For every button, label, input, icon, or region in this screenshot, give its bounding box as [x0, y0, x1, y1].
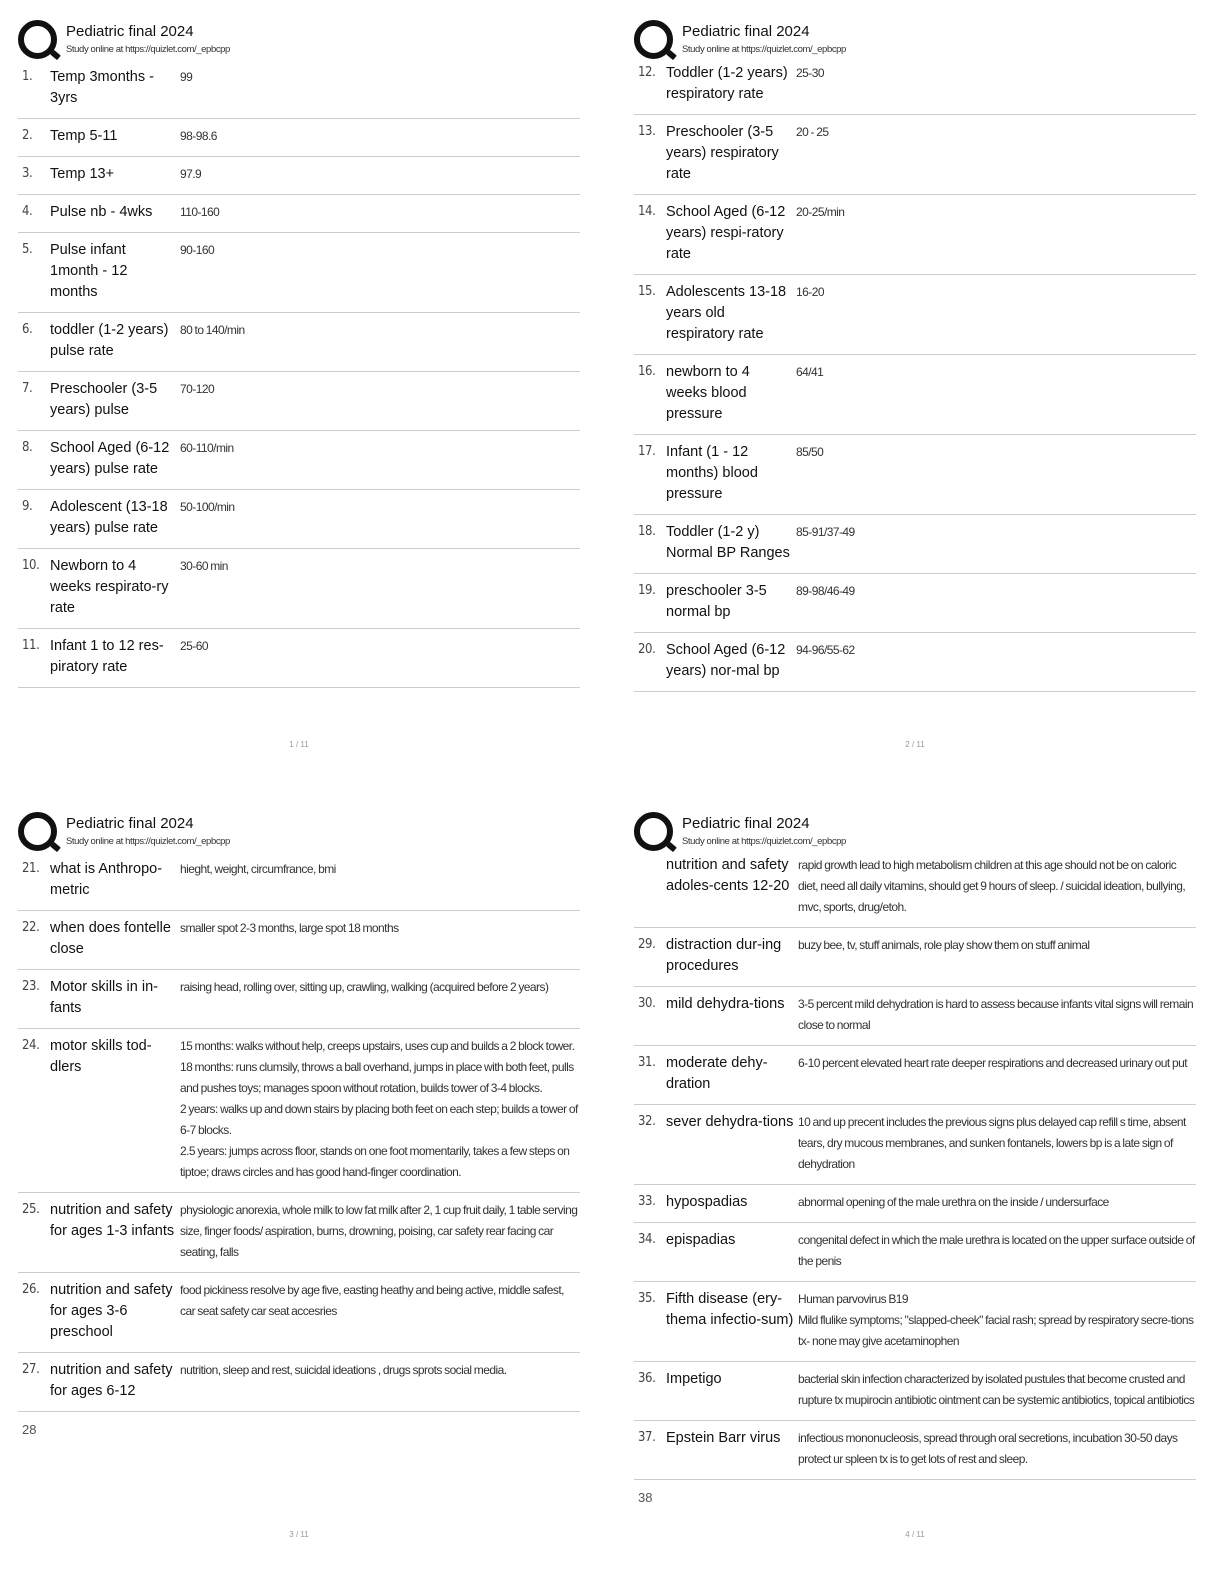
study-link[interactable]: Study online at https://quizlet.com/_epbcpp [66, 44, 230, 55]
page-number: 2 / 11 [905, 740, 925, 749]
card-definition [180, 497, 580, 518]
flashcard-row [634, 927, 1196, 986]
card-definition [798, 1289, 1196, 1352]
page-header [18, 810, 580, 852]
card-number: 26. [22, 1282, 40, 1297]
doc-title: Pediatric final 2024 [682, 23, 810, 40]
card-definition [798, 1230, 1196, 1272]
card-definition [180, 918, 580, 939]
page-number: 4 / 11 [905, 1530, 925, 1539]
card-number: 7. [22, 381, 33, 396]
card-number: 31. [638, 1055, 656, 1070]
card-number: 8. [22, 440, 33, 455]
definition-line: raising head, rolling over, sitting up, crawling, walking (acquired before 2 years) [180, 980, 549, 994]
trailing-number: 38 [638, 1490, 653, 1505]
page-header [634, 18, 1196, 60]
card-definition [798, 1112, 1196, 1175]
card-number: 10. [22, 558, 40, 573]
card-definition [180, 164, 580, 185]
definition-line: 70-120 [180, 382, 215, 396]
card-term: nutrition and safety adoles-cents 12-20 [666, 857, 790, 894]
card-definition [798, 1053, 1196, 1074]
card-number: 21. [22, 861, 40, 876]
flashcard-row [18, 156, 580, 194]
definition-line: bacterial skin infection characterized by isolated pustules that become crusted and rupture tx mupirocin antibiotic ointment can be systemic antibiotics, topical antibiotics [798, 1372, 1195, 1407]
trailing-number: 28 [22, 1422, 37, 1437]
card-number: 3. [22, 166, 33, 181]
flashcard-row [634, 1420, 1196, 1479]
definition-line: smaller spot 2-3 months, large spot 18 months [180, 921, 399, 935]
definition-line: abnormal opening of the male urethra on the inside / undersurface [798, 1195, 1109, 1209]
card-definition [798, 935, 1196, 956]
doc-title: Pediatric final 2024 [66, 23, 194, 40]
quizlet-logo-icon [634, 812, 673, 851]
card-definition [180, 977, 580, 998]
definition-line: physiologic anorexia, whole milk to low fat milk after 2, 1 cup fruit daily, 1 table serving size, finger foods/ aspiration, burns, drowning, poising, car safety rear facing car seating, falls [180, 1203, 578, 1259]
definition-line: 50-100/min [180, 500, 235, 514]
page-4 [634, 810, 1196, 1539]
flashcard-row [634, 194, 1196, 274]
page-number: 1 / 11 [289, 740, 309, 749]
flashcard-row [634, 986, 1196, 1045]
card-number: 19. [638, 583, 656, 598]
card-definition [798, 1369, 1196, 1411]
card-term: Pulse nb - 4wks [50, 204, 153, 220]
card-definition [798, 1428, 1196, 1470]
definition-line: 97.9 [180, 167, 202, 181]
flashcard-row [634, 632, 1196, 691]
definition-line: Mild flulike symptoms; "slapped-cheek" facial rash; spread by respiratory secre-tions tx- none may give acetaminophen [798, 1313, 1194, 1348]
definition-line: 15 months: walks without help, creeps upstairs, uses cup and builds a 2 block tower. [180, 1039, 575, 1053]
definition-line: 20 - 25 [796, 125, 829, 139]
card-definition [180, 202, 580, 223]
card-number: 12. [638, 65, 656, 80]
flashcard-row [18, 969, 580, 1028]
card-number: 6. [22, 322, 33, 337]
definition-line: 3-5 percent mild dehydration is hard to assess because infants vital signs will remain close to normal [798, 997, 1194, 1032]
card-list [634, 848, 1196, 1480]
definition-line: nutrition, sleep and rest, suicidal ideations , drugs sprots social media. [180, 1363, 507, 1377]
flashcard-row [634, 274, 1196, 354]
study-link[interactable]: Study online at https://quizlet.com/_epbcpp [682, 836, 846, 847]
card-term: when does fontelle close [50, 920, 171, 957]
definition-line: 85/50 [796, 445, 824, 459]
card-term: mild dehydra-tions [666, 996, 785, 1012]
definition-line: buzy bee, tv, stuff animals, role play show them on stuff animal [798, 938, 1090, 952]
card-definition [796, 122, 1196, 143]
card-term: what is Anthropo-metric [50, 861, 163, 898]
flashcard-row [634, 1222, 1196, 1281]
definition-line: hieght, weight, circumfrance, bmi [180, 862, 336, 876]
definition-line: 20-25/min [796, 205, 845, 219]
card-definition [180, 636, 580, 657]
flashcard-row [634, 114, 1196, 194]
card-term: Preschooler (3-5 years) pulse [50, 381, 158, 418]
definition-line: 98-98.6 [180, 129, 217, 143]
card-number: 4. [22, 204, 33, 219]
flashcard-row [18, 1352, 580, 1411]
card-term: Toddler (1-2 years) respiratory rate [666, 65, 788, 102]
card-list [18, 60, 580, 688]
flashcard-row [18, 232, 580, 312]
quizlet-logo-icon [18, 20, 57, 59]
card-number: 11. [22, 638, 40, 653]
card-definition [180, 1036, 580, 1183]
card-number: 34. [638, 1232, 656, 1247]
card-number: 32. [638, 1114, 656, 1129]
card-term: toddler (1-2 years) pulse rate [50, 322, 169, 359]
card-number: 1. [22, 69, 33, 84]
quizlet-logo-icon [18, 812, 57, 851]
card-term: School Aged (6-12 years) nor-mal bp [666, 642, 786, 679]
definition-line: 2.5 years: jumps across floor, stands on one foot momentarily, takes a few steps on tiptoe; draws circles and has good hand-finger coordination. [180, 1144, 570, 1179]
card-number: 14. [638, 204, 656, 219]
definition-line: 25-30 [796, 66, 824, 80]
card-definition [796, 282, 1196, 303]
card-number: 23. [22, 979, 40, 994]
trailing-number [18, 688, 580, 698]
definition-line: infectious mononucleosis, spread through oral secretions, incubation 30-50 days protect ur spleen tx is to get lots of rest and sleep. [798, 1431, 1178, 1466]
card-term: Temp 5-11 [50, 128, 118, 144]
flashcard-row [18, 194, 580, 232]
card-definition [180, 67, 580, 88]
definition-line: 16-20 [796, 285, 824, 299]
flashcard-row [634, 514, 1196, 573]
card-term: Toddler (1-2 y) Normal BP Ranges [666, 524, 790, 561]
card-definition [798, 855, 1196, 918]
card-number: 16. [638, 364, 656, 379]
card-term: nutrition and safety for ages 3-6 preschool [50, 1282, 173, 1340]
card-definition [180, 556, 580, 577]
card-number: 36. [638, 1371, 656, 1386]
card-term: preschooler 3-5 normal bp [666, 583, 767, 620]
doc-title: Pediatric final 2024 [682, 815, 810, 832]
card-definition [796, 442, 1196, 463]
card-number: 18. [638, 524, 656, 539]
card-number: 29. [638, 937, 656, 952]
page-header [634, 810, 1196, 852]
definition-line: 89-98/46-49 [796, 584, 855, 598]
definition-line: 18 months: runs clumsily, throws a ball overhand, jumps in place with both feet, pulls and pushes toys; manages spoon without rotation, builds tower of 3-4 blocks. [180, 1060, 574, 1095]
card-term: motor skills tod-dlers [50, 1038, 152, 1075]
card-number: 2. [22, 128, 33, 143]
definition-line: 94-96/55-62 [796, 643, 855, 657]
flashcard-row [18, 628, 580, 687]
flashcard-row [18, 1272, 580, 1352]
card-term: distraction dur-ing procedures [666, 937, 782, 974]
card-term: Fifth disease (ery-thema infectio-sum) [666, 1291, 794, 1328]
definition-line: 90-160 [180, 243, 215, 257]
card-definition [180, 126, 580, 147]
card-definition [796, 522, 1196, 543]
definition-line: 80 to 140/min [180, 323, 245, 337]
flashcard-row [634, 848, 1196, 927]
card-number: 9. [22, 499, 33, 514]
definition-line: 10 and up precent includes the previous signs plus delayed cap refill s time, absent tears, dry mucous membranes, and sunken fontanels, lowers bp is a late sign of dehydration [798, 1115, 1186, 1171]
card-number: 22. [22, 920, 40, 935]
page-1 [18, 18, 580, 749]
definition-line: 6-10 percent elevated heart rate deeper respirations and decreased urinary out put [798, 1056, 1188, 1070]
flashcard-row [18, 118, 580, 156]
card-term: Infant 1 to 12 res-piratory rate [50, 638, 164, 675]
definition-line: 110-160 [180, 205, 220, 219]
card-term: sever dehydra-tions [666, 1114, 794, 1130]
flashcard-row [634, 1361, 1196, 1420]
card-number: 17. [638, 444, 656, 459]
card-term: moderate dehy-dration [666, 1055, 768, 1092]
definition-line: congenital defect in which the male urethra is located on the upper surface outside of the penis [798, 1233, 1195, 1268]
card-term: newborn to 4 weeks blood pressure [666, 364, 750, 422]
card-term: Impetigo [666, 1371, 722, 1387]
card-term: nutrition and safety for ages 1-3 infants [50, 1202, 175, 1239]
card-term: School Aged (6-12 years) pulse rate [50, 440, 170, 477]
card-number: 20. [638, 642, 656, 657]
trailing-number [634, 692, 1196, 702]
flashcard-row [634, 573, 1196, 632]
card-number: 13. [638, 124, 656, 139]
page-2 [634, 18, 1196, 749]
definition-line: rapid growth lead to high metabolism children at this age should not be on caloric diet, need all daily vitamins, should get 9 hours of sleep. / suicidal ideation, bullying, mvc, sports, drug/etoh. [798, 858, 1186, 914]
card-term: Temp 13+ [50, 166, 115, 182]
flashcard-row [634, 1281, 1196, 1361]
doc-title: Pediatric final 2024 [66, 815, 194, 832]
card-definition [796, 640, 1196, 661]
definition-line: 64/41 [796, 365, 824, 379]
card-number: 5. [22, 242, 33, 257]
flashcard-row [634, 1045, 1196, 1104]
card-definition [180, 320, 580, 341]
quizlet-logo-icon [634, 20, 673, 59]
card-number: 25. [22, 1202, 40, 1217]
card-list [18, 852, 580, 1412]
card-term: Epstein Barr virus [666, 1430, 781, 1446]
flashcard-row [18, 1192, 580, 1272]
card-number: 15. [638, 284, 656, 299]
definition-line: 25-60 [180, 639, 208, 653]
flashcard-row [634, 354, 1196, 434]
flashcard-row [634, 1104, 1196, 1184]
page-3 [18, 810, 580, 1539]
card-definition [180, 1280, 580, 1322]
definition-line: 30-60 min [180, 559, 228, 573]
study-link[interactable]: Study online at https://quizlet.com/_epbcpp [682, 44, 846, 55]
flashcard-row [18, 910, 580, 969]
card-definition [796, 202, 1196, 223]
flashcard-row [18, 312, 580, 371]
card-term: epispadias [666, 1232, 736, 1248]
flashcard-row [634, 56, 1196, 114]
study-link[interactable]: Study online at https://quizlet.com/_epbcpp [66, 836, 230, 847]
definition-line: 85-91/37-49 [796, 525, 855, 539]
card-definition [796, 63, 1196, 84]
card-definition [180, 379, 580, 400]
card-term: Preschooler (3-5 years) respiratory rate [666, 124, 779, 182]
card-number: 30. [638, 996, 656, 1011]
card-definition [180, 859, 580, 880]
card-number: 35. [638, 1291, 656, 1306]
card-term: Adolescent (13-18 years) pulse rate [50, 499, 168, 536]
flashcard-row [18, 60, 580, 118]
page-number: 3 / 11 [289, 1530, 309, 1539]
card-term: Infant (1 - 12 months) blood pressure [666, 444, 758, 502]
card-definition [180, 240, 580, 261]
flashcard-row [634, 1184, 1196, 1222]
card-number: 27. [22, 1362, 40, 1377]
definition-line: 60-110/min [180, 441, 234, 455]
card-definition [798, 994, 1196, 1036]
page-header [18, 18, 580, 60]
card-number: 24. [22, 1038, 40, 1053]
card-term: hypospadias [666, 1194, 748, 1210]
card-definition [798, 1192, 1196, 1213]
card-definition [180, 1360, 580, 1381]
flashcard-row [18, 430, 580, 489]
card-term: Adolescents 13-18 years old respiratory rate [666, 284, 787, 342]
card-definition [180, 1200, 580, 1263]
card-number: 33. [638, 1194, 656, 1209]
card-definition [796, 581, 1196, 602]
flashcard-row [18, 548, 580, 628]
definition-line: Human parvovirus B19 [798, 1292, 909, 1306]
card-term: Temp 3months - 3yrs [50, 69, 154, 106]
definition-line: food pickiness resolve by age five, easting heathy and being active, middle safest, car seat safety car seat accesries [180, 1283, 564, 1318]
card-definition [180, 438, 580, 459]
definition-line: 2 years: walks up and down stairs by placing both feet on each step; builds a tower of 6-7 blocks. [180, 1102, 578, 1137]
card-number: 37. [638, 1430, 656, 1445]
card-number [634, 855, 666, 857]
flashcard-row [18, 489, 580, 548]
card-definition [796, 362, 1196, 383]
flashcard-row [18, 371, 580, 430]
flashcard-row [634, 434, 1196, 514]
card-term: School Aged (6-12 years) respi-ratory rate [666, 204, 786, 262]
card-term: nutrition and safety for ages 6-12 [50, 1362, 173, 1399]
card-term: Newborn to 4 weeks respirato-ry rate [50, 558, 169, 616]
definition-line: 99 [180, 70, 193, 84]
card-term: Motor skills in in-fants [50, 979, 158, 1016]
card-list [634, 56, 1196, 692]
card-term: Pulse infant 1month - 12 months [50, 242, 128, 300]
flashcard-row [18, 852, 580, 910]
flashcard-row [18, 1028, 580, 1192]
